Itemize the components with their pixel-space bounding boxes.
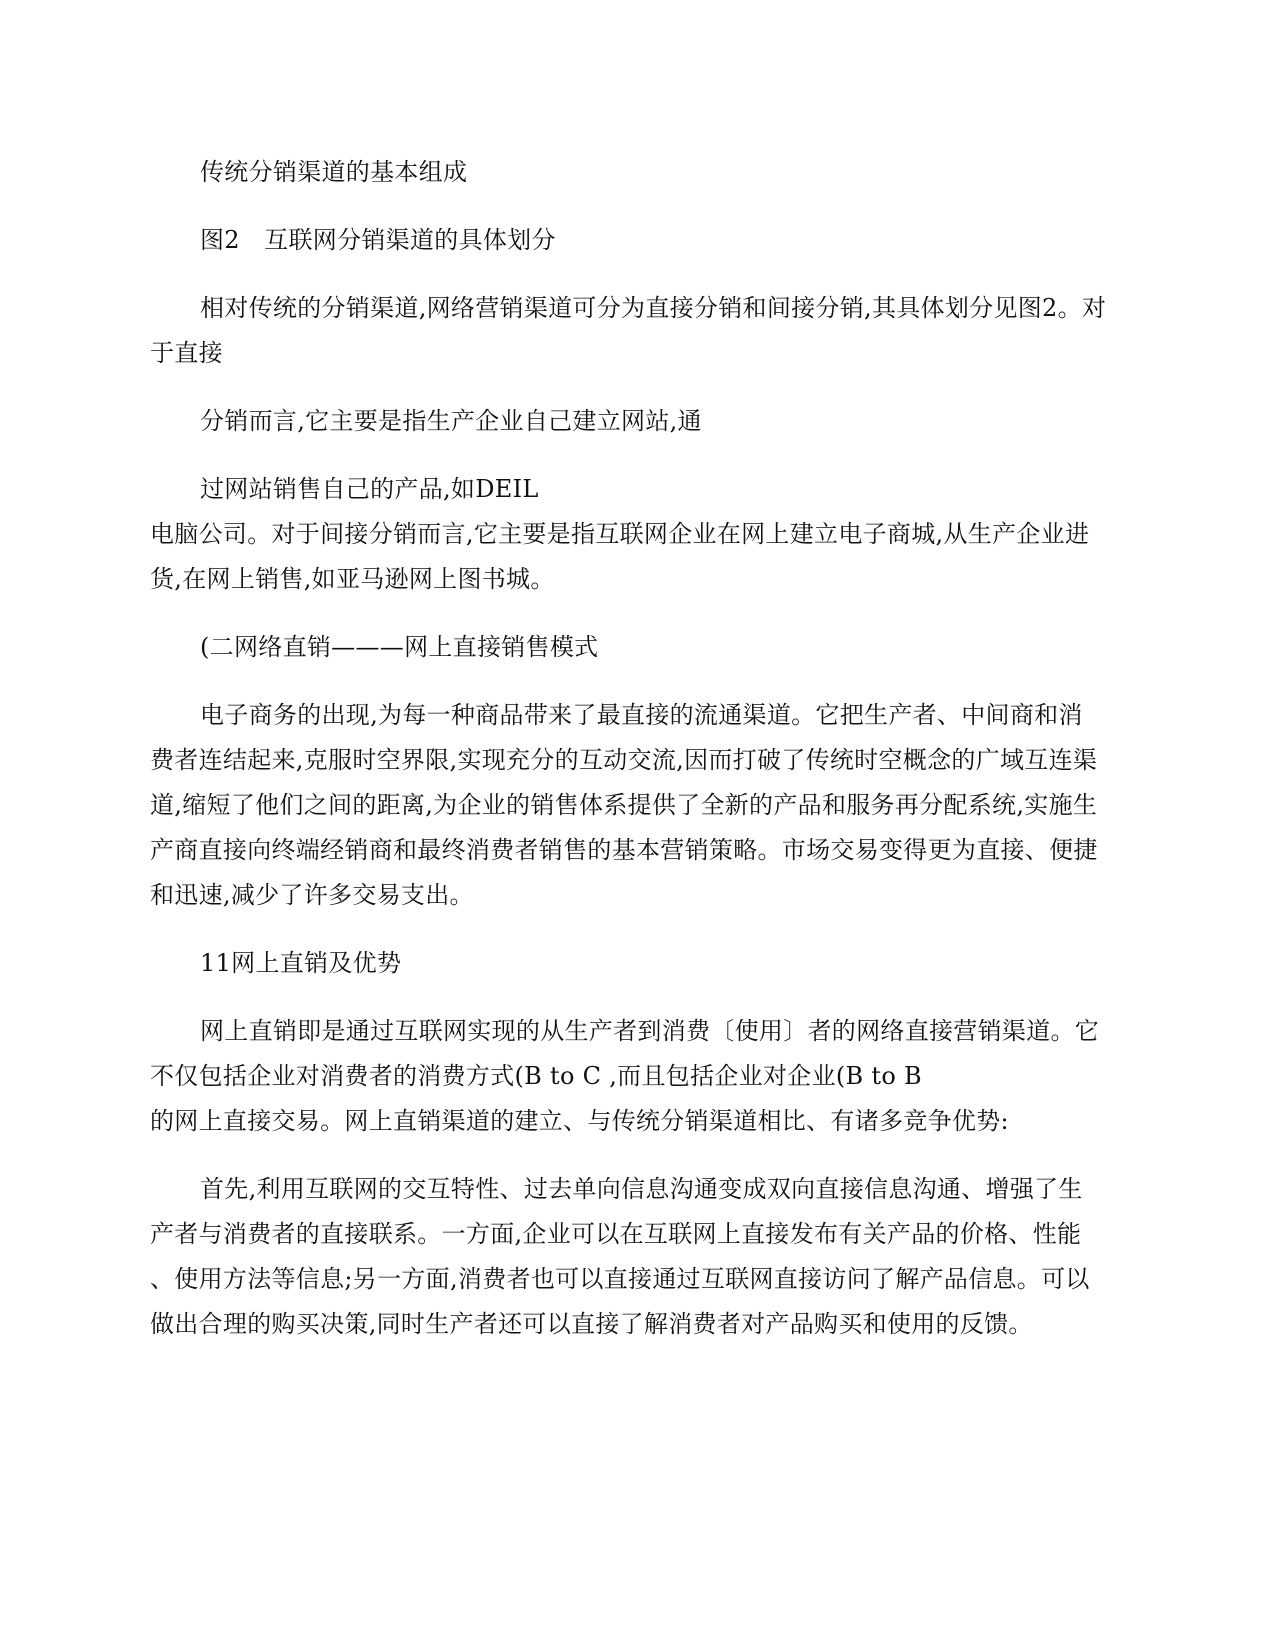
paragraph-line: 产商直接向终端经销商和最终消费者销售的基本营销策略。市场交易变得更为直接、便捷	[150, 836, 1098, 864]
paragraph-line: 首先,利用互联网的交互特性、过去单向信息沟通变成双向直接信息沟通、增强了生	[200, 1175, 1083, 1203]
paragraph-line: 相对传统的分销渠道,网络营销渠道可分为直接分销和间接分销,其具体划分见图2。对	[200, 294, 1107, 322]
paragraph-line: 的网上直接交易。网上直销渠道的建立、与传统分销渠道相比、有诸多竞争优势:	[150, 1107, 1009, 1135]
paragraph-line: 货,在网上销售,如亚马逊网上图书城。	[150, 565, 555, 593]
paragraph-line: 网上直销即是通过互联网实现的从生产者到消费〔使用〕者的网络直接营销渠道。它	[200, 1017, 1100, 1045]
paragraph-line: 于直接	[150, 339, 223, 367]
figure-caption: 图2 互联网分销渠道的具体划分	[200, 226, 556, 254]
heading-traditional-channel: 传统分销渠道的基本组成	[200, 158, 468, 186]
paragraph-line: 费者连结起来,克服时空界限,实现充分的互动交流,因而打破了传统时空概念的广域互连渠	[150, 746, 1098, 774]
paragraph-line: 道,缩短了他们之间的距离,为企业的销售体系提供了全新的产品和服务再分配系统,实施生	[150, 791, 1098, 819]
paragraph-line: 过网站销售自己的产品,如DEIL	[200, 475, 539, 503]
paragraph-line: 电脑公司。对于间接分销而言,它主要是指互联网企业在网上建立电子商城,从生产企业进	[150, 520, 1090, 548]
subsection-heading: 11网上直销及优势	[200, 949, 402, 977]
paragraph-line: 、使用方法等信息;另一方面,消费者也可以直接通过互联网直接访问了解产品信息。可以	[150, 1265, 1090, 1293]
paragraph-line: 电子商务的出现,为每一种商品带来了最直接的流通渠道。它把生产者、中间商和消	[200, 701, 1083, 729]
paragraph-line: 产者与消费者的直接联系。一方面,企业可以在互联网上直接发布有关产品的价格、性能	[150, 1220, 1082, 1248]
paragraph-line: 做出合理的购买决策,同时生产者还可以直接了解消费者对产品购买和使用的反馈。	[150, 1310, 1033, 1338]
section-heading: (二网络直销———网上直接销售模式	[200, 633, 599, 661]
paragraph-line: 分销而言,它主要是指生产企业自己建立网站,通	[200, 407, 702, 435]
paragraph-line: 和迅速,减少了许多交易支出。	[150, 881, 474, 909]
paragraph-line: 不仅包括企业对消费者的消费方式(B to C ,而且包括企业对企业(B to B	[150, 1062, 922, 1090]
